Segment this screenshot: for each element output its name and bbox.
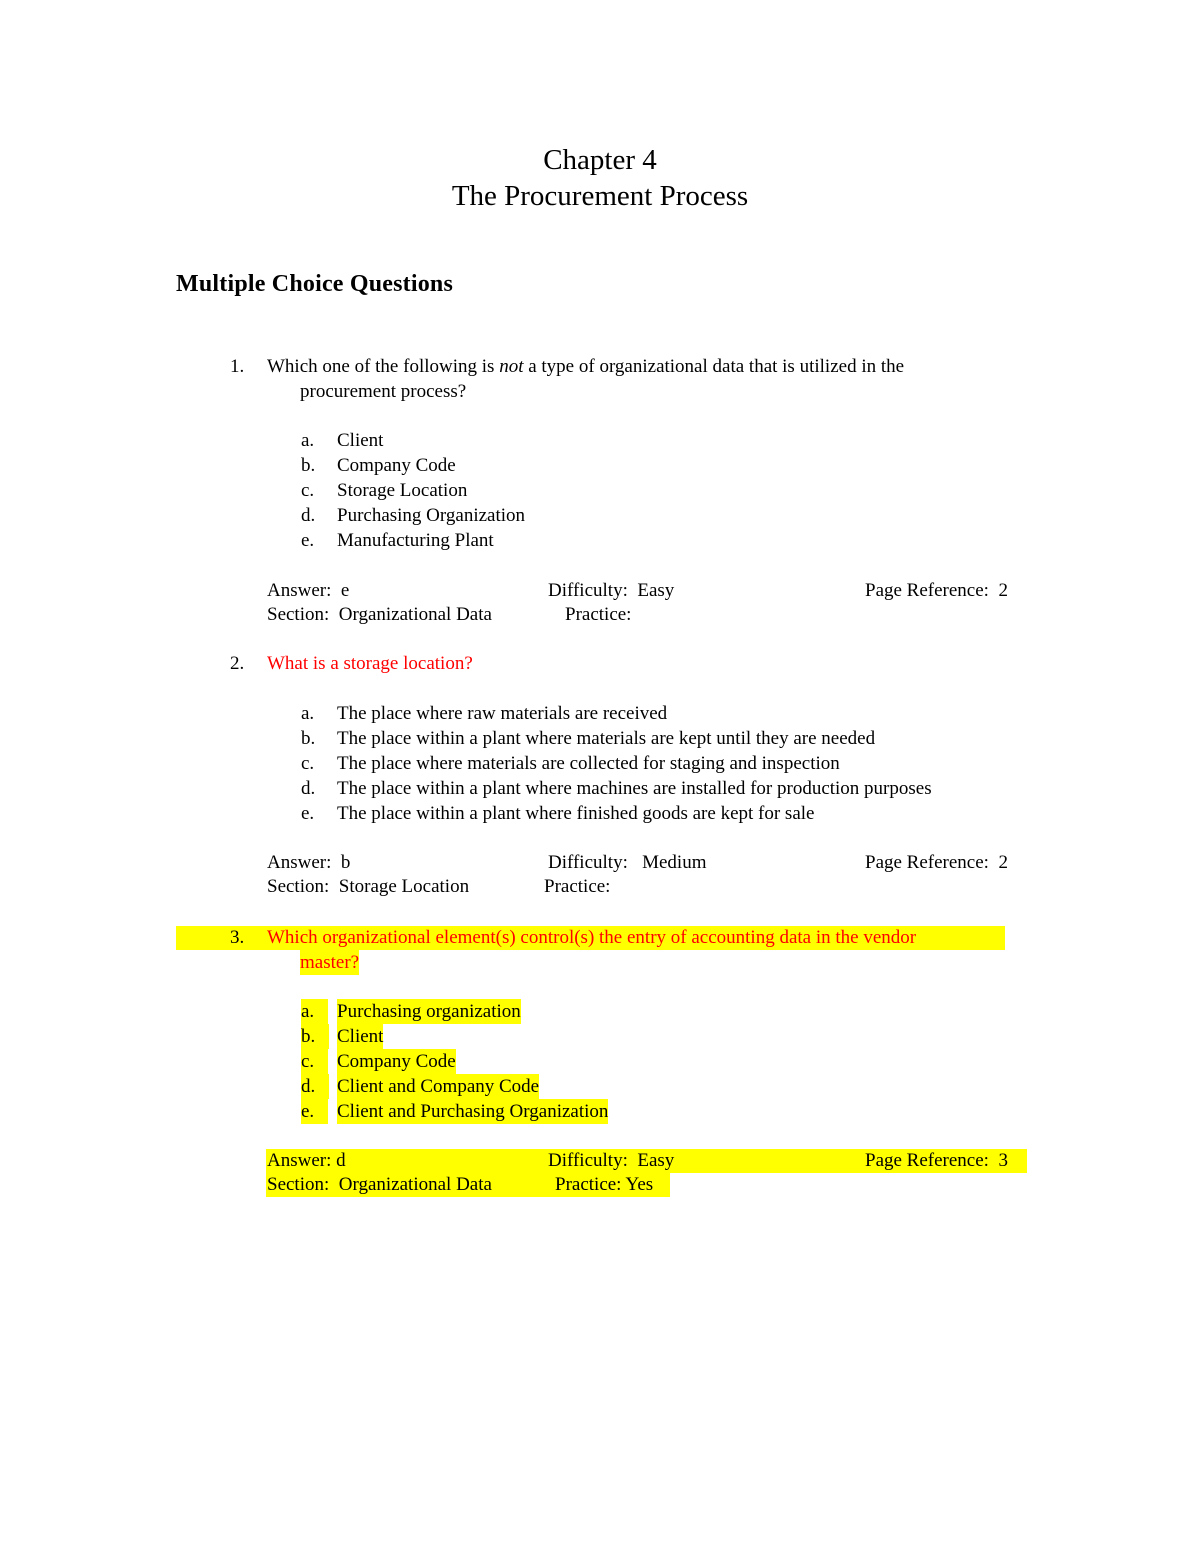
question-2-line-1	[0, 651, 1200, 676]
option-text: Company Code	[337, 455, 456, 476]
question-3-option-c	[0, 1049, 1200, 1074]
chapter-title: The Procurement Process	[451, 180, 749, 212]
question-3-option-a	[0, 999, 1200, 1024]
question-1-text-line2: procurement process?	[300, 381, 467, 402]
chapter-number: Chapter 4	[543, 144, 657, 176]
option-letter: c.	[301, 753, 315, 774]
question-1-option-d	[0, 503, 1200, 528]
option-letter: b.	[301, 1024, 329, 1049]
question-2-text: What is a storage location?	[267, 653, 473, 674]
option-text: Client and Purchasing Organization	[337, 1101, 609, 1122]
question-1-option-c	[0, 478, 1200, 503]
question-3-difficulty: Difficulty: Easy	[548, 1150, 675, 1171]
option-text: Storage Location	[337, 480, 468, 501]
question-3-section: Section: Organizational Data	[267, 1174, 492, 1195]
option-text: The place within a plant where materials are kept until they are needed	[337, 728, 876, 749]
option-text: The place within a plant where finished goods are kept for sale	[337, 803, 815, 824]
question-1-line-1	[0, 354, 1200, 379]
question-1-number: 1.	[230, 356, 245, 377]
question-2-page-reference: Page Reference: 2	[865, 852, 1008, 873]
option-letter: d.	[301, 1074, 329, 1099]
question-1-line-2	[0, 379, 1200, 404]
option-letter: c.	[301, 1049, 328, 1074]
question-3-answer: Answer: d	[267, 1150, 346, 1171]
question-1-text-emphasis: not	[499, 356, 524, 377]
question-3-number: 3.	[230, 927, 245, 948]
question-2-option-d	[0, 776, 1200, 801]
option-letter: e.	[301, 530, 315, 551]
option-letter: e.	[301, 803, 315, 824]
question-3-option-d	[0, 1074, 1200, 1099]
question-2-answer: Answer: b	[267, 852, 351, 873]
question-1-practice: Practice:	[565, 604, 632, 625]
option-letter: c.	[301, 480, 315, 501]
question-2-option-a	[0, 701, 1200, 726]
option-letter: b.	[301, 455, 316, 476]
question-2-option-c	[0, 751, 1200, 776]
option-letter: a.	[301, 999, 328, 1024]
option-text: Purchasing Organization	[337, 505, 526, 526]
option-letter: d.	[301, 778, 316, 799]
question-3-practice: Practice: Yes	[555, 1174, 654, 1195]
question-2-number: 2.	[230, 653, 245, 674]
question-1-option-b	[0, 453, 1200, 478]
option-letter: b.	[301, 728, 316, 749]
option-text: Purchasing organization	[337, 1001, 521, 1022]
question-2-practice: Practice:	[544, 876, 611, 897]
question-3-line-1	[0, 925, 1200, 950]
option-letter: a.	[301, 703, 315, 724]
option-text: Client and Company Code	[337, 1076, 540, 1097]
question-1-text-part2: a type of organizational data that is utilized in the	[523, 356, 905, 377]
question-1-section: Section: Organizational Data	[267, 604, 492, 625]
question-1-text-part1: Which one of the following is	[267, 356, 500, 377]
question-3-page-reference: Page Reference: 3	[865, 1150, 1008, 1171]
option-text: Manufacturing Plant	[337, 530, 494, 551]
option-text: The place where raw materials are received	[337, 703, 668, 724]
option-letter: a.	[301, 430, 315, 451]
question-2-difficulty: Difficulty: Medium	[548, 852, 707, 873]
question-3-line-2	[0, 950, 1200, 975]
section-heading	[176, 268, 453, 300]
question-2-section: Section: Storage Location	[267, 876, 470, 897]
question-3-text-line2: master?	[300, 952, 360, 973]
question-2-option-e	[0, 801, 1200, 826]
question-1-option-a	[0, 428, 1200, 453]
question-3-option-b	[0, 1024, 1200, 1049]
question-1-text	[267, 354, 904, 379]
option-text: Company Code	[337, 1051, 456, 1072]
question-1-difficulty: Difficulty: Easy	[548, 580, 675, 601]
option-text: The place where materials are collected for staging and inspection	[337, 753, 840, 774]
question-1-page-reference: Page Reference: 2	[865, 580, 1008, 601]
section-heading-text: Multiple Choice Questions	[176, 271, 454, 297]
option-text: Client	[337, 1026, 384, 1047]
question-3-text: Which organizational element(s) control(s) the entry of accounting data in the vendor	[267, 927, 917, 948]
question-2-option-b	[0, 726, 1200, 751]
option-letter: e.	[301, 1099, 328, 1124]
question-3-option-e	[0, 1099, 1200, 1124]
option-text: The place within a plant where machines are installed for production purposes	[337, 778, 932, 799]
question-1-option-e	[0, 528, 1200, 553]
question-1-answer: Answer: e	[267, 580, 350, 601]
option-letter: d.	[301, 505, 316, 526]
option-text: Client	[337, 430, 384, 451]
